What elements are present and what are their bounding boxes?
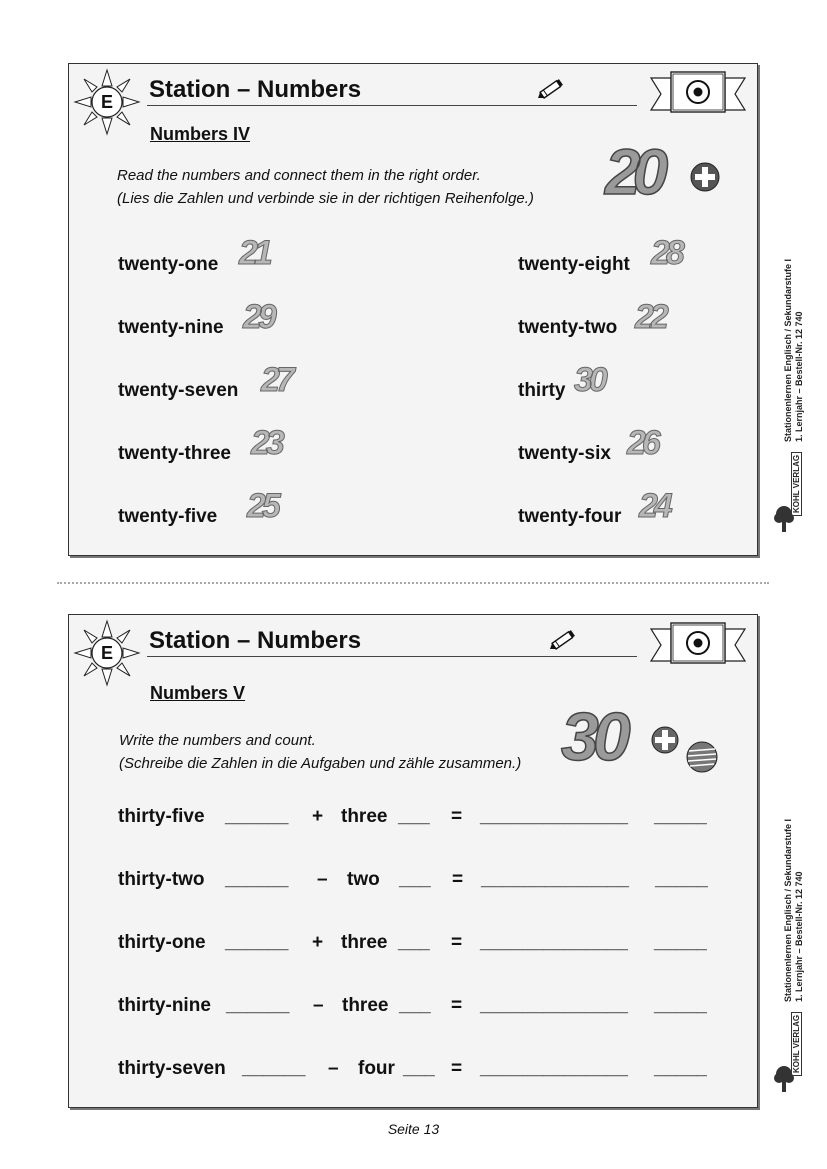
station-card-numbers-v xyxy=(68,614,758,1108)
plus-circle-icon xyxy=(689,161,721,193)
answer-blank-equation[interactable]: ______________ xyxy=(481,869,629,890)
minus-circle-icon xyxy=(685,740,719,774)
pencil-icon xyxy=(547,627,577,653)
answer-blank-equation[interactable]: ______________ xyxy=(480,995,628,1016)
number-item: 28 xyxy=(651,234,681,272)
answer-blank-equation[interactable]: ______________ xyxy=(480,806,628,827)
answer-blank[interactable]: ______ xyxy=(225,932,289,953)
target-icon xyxy=(649,70,747,116)
station-letter: E xyxy=(100,91,113,112)
sidebar-publication-info xyxy=(783,819,805,1002)
cut-line xyxy=(57,582,769,584)
number-item: 26 xyxy=(627,424,657,462)
operator: + xyxy=(312,932,324,953)
sidebar-publication-info xyxy=(783,259,805,442)
tree-logo-icon xyxy=(772,1064,796,1099)
exercise-term-b: three xyxy=(341,806,388,827)
answer-blank[interactable]: ______ xyxy=(225,869,289,890)
instruction-german: (Schreibe die Zahlen in die Aufgaben und zähle zusammen.) xyxy=(119,755,522,772)
decorative-number-20 xyxy=(605,136,661,208)
equals-sign: = xyxy=(451,1058,463,1079)
number-item: 22 xyxy=(635,298,665,336)
exercise-term-b: two xyxy=(347,869,380,890)
word-item: twenty-one xyxy=(118,254,219,275)
page-number: Seite 13 xyxy=(387,1121,440,1137)
answer-blank-result[interactable]: _____ xyxy=(654,995,707,1016)
operator: – xyxy=(317,869,328,890)
answer-blank-result[interactable]: _____ xyxy=(654,806,707,827)
number-item: 27 xyxy=(261,361,291,399)
exercise-term-a: thirty-nine xyxy=(118,995,211,1016)
tree-logo-icon xyxy=(772,504,796,539)
number-item: 25 xyxy=(247,487,277,525)
number-item: 21 xyxy=(239,234,269,272)
answer-blank[interactable]: ___ xyxy=(398,932,430,953)
sidebar-line-1: Stationenlernen Englisch / Sekundarstufe I xyxy=(783,818,793,1002)
answer-blank-equation[interactable]: ______________ xyxy=(480,1058,628,1079)
operator: – xyxy=(328,1058,339,1079)
station-card-numbers-iv xyxy=(68,63,758,556)
equals-sign: = xyxy=(451,806,463,827)
sidebar-line-2: 1. Lernjahr – Bestell-Nr. 12 740 xyxy=(794,871,804,1002)
number-item: 23 xyxy=(251,424,281,462)
number-item: 29 xyxy=(243,298,273,336)
answer-blank-result[interactable]: _____ xyxy=(654,1058,707,1079)
exercise-term-a: thirty-seven xyxy=(118,1058,226,1079)
word-item: twenty-nine xyxy=(118,317,224,338)
number-item: 30 xyxy=(574,361,604,399)
deco-number-text: 30 xyxy=(561,699,625,775)
card-subtitle: Numbers V xyxy=(150,683,246,703)
exercise-term-a: thirty-one xyxy=(118,932,206,953)
plus-circle-icon xyxy=(650,725,680,755)
instruction-english: Read the numbers and connect them in the right order. xyxy=(117,167,481,184)
publisher-logo: KOHL VERLAG xyxy=(791,452,802,516)
sidebar-line-2: 1. Lernjahr – Bestell-Nr. 12 740 xyxy=(794,311,804,442)
equals-sign: = xyxy=(451,995,463,1016)
answer-blank[interactable]: ______ xyxy=(242,1058,306,1079)
decorative-number-30 xyxy=(561,699,625,775)
target-icon xyxy=(649,621,747,667)
word-item: twenty-six xyxy=(518,443,611,464)
equals-sign: = xyxy=(452,869,464,890)
station-letter: E xyxy=(100,642,113,663)
card-subtitle: Numbers IV xyxy=(150,124,251,144)
sidebar-line-1: Stationenlernen Englisch / Sekundarstufe I xyxy=(783,258,793,442)
answer-blank-result[interactable]: _____ xyxy=(654,932,707,953)
answer-blank-equation[interactable]: ______________ xyxy=(480,932,628,953)
word-item: twenty-seven xyxy=(118,380,239,401)
deco-number-text: 20 xyxy=(605,136,661,208)
word-item: thirty xyxy=(518,380,566,401)
operator: + xyxy=(312,806,324,827)
instruction-german: (Lies die Zahlen und verbinde sie in der richtigen Reihenfolge.) xyxy=(117,190,534,207)
number-item: 24 xyxy=(639,487,669,525)
answer-blank-result[interactable]: _____ xyxy=(655,869,708,890)
word-item: twenty-four xyxy=(518,506,622,527)
sun-icon xyxy=(73,68,141,136)
word-item: twenty-eight xyxy=(518,254,630,275)
exercise-term-a: thirty-two xyxy=(118,869,205,890)
exercise-term-b: four xyxy=(358,1058,395,1079)
pencil-icon xyxy=(535,76,565,102)
word-item: twenty-three xyxy=(118,443,231,464)
operator: – xyxy=(313,995,324,1016)
answer-blank[interactable]: ___ xyxy=(399,995,431,1016)
station-title: Station – Numbers xyxy=(149,627,362,654)
sun-icon xyxy=(73,619,141,687)
answer-blank[interactable]: ___ xyxy=(398,806,430,827)
word-item: twenty-two xyxy=(518,317,618,338)
station-title: Station – Numbers xyxy=(149,76,362,103)
equals-sign: = xyxy=(451,932,463,953)
title-underline xyxy=(147,656,637,657)
publisher-logo: KOHL VERLAG xyxy=(791,1012,802,1076)
word-item: twenty-five xyxy=(118,506,218,527)
title-underline xyxy=(147,105,637,106)
answer-blank[interactable]: ___ xyxy=(403,1058,435,1079)
instruction-english: Write the numbers and count. xyxy=(119,732,316,749)
answer-blank[interactable]: ___ xyxy=(399,869,431,890)
exercise-term-a: thirty-five xyxy=(118,806,205,827)
exercise-term-b: three xyxy=(341,932,388,953)
answer-blank[interactable]: ______ xyxy=(225,806,289,827)
answer-blank[interactable]: ______ xyxy=(226,995,290,1016)
exercise-term-b: three xyxy=(342,995,389,1016)
